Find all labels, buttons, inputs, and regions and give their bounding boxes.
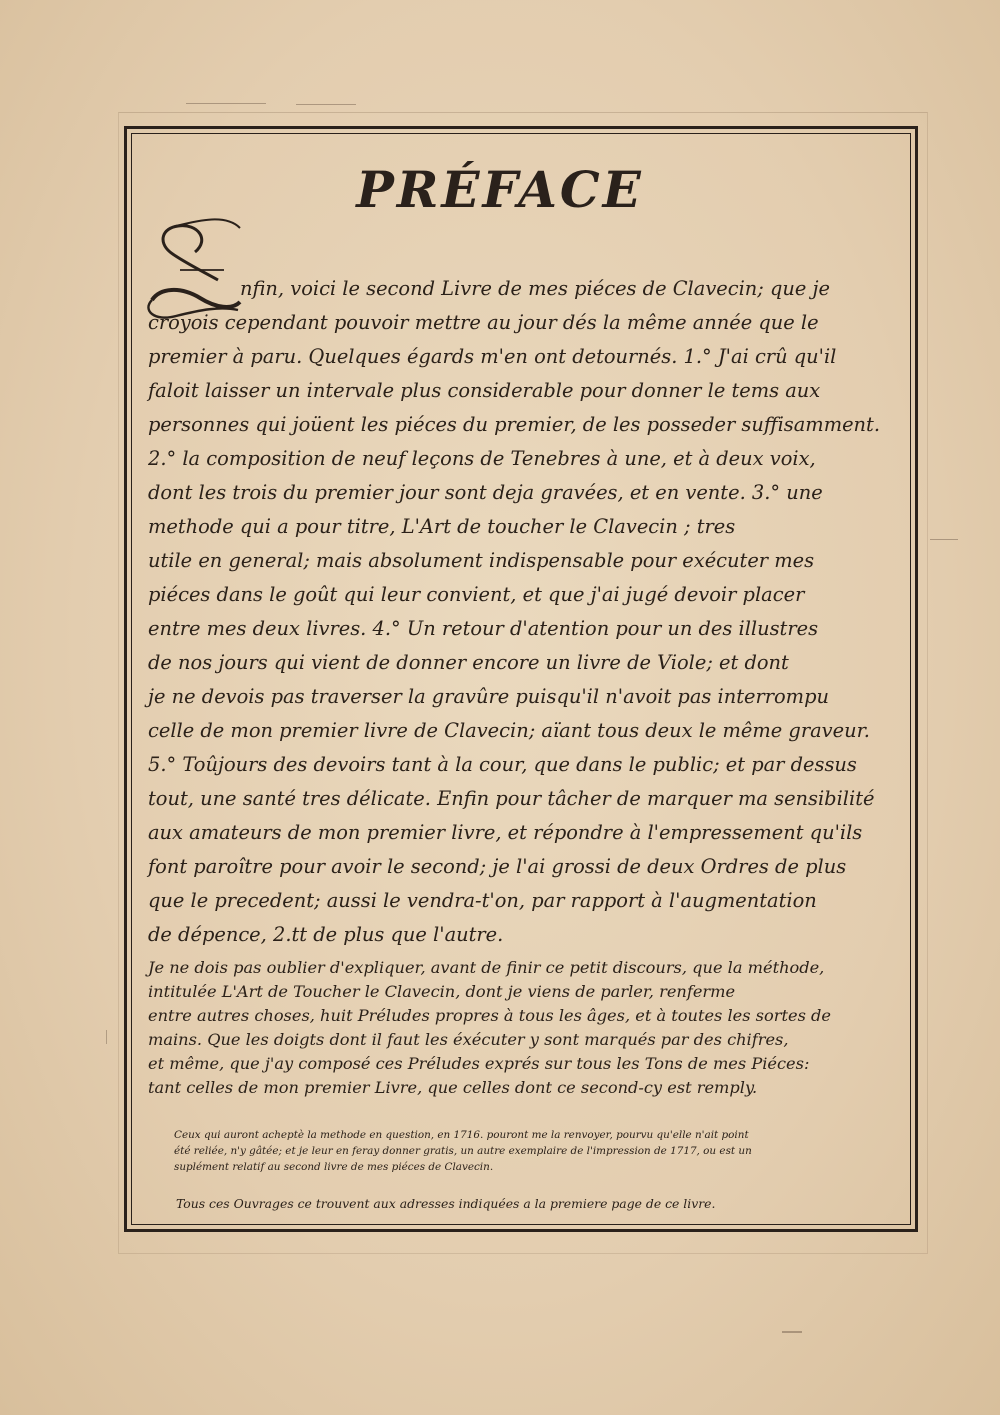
margin-mark — [186, 103, 266, 104]
text-line: entre mes deux livres. 4.° Un retour d'atention pour un des illustres — [148, 617, 819, 640]
text-line: font paroître pour avoir le second; je l'ai grossi de deux Ordres de plus — [148, 855, 847, 878]
footnote — [174, 1127, 894, 1175]
preface-second-paragraph — [148, 956, 908, 1100]
text-line: intitulée L'Art de Toucher le Clavecin, dont je viens de parler, renferme — [148, 982, 736, 1001]
text-line: que le precedent; aussi le vendra-t'on, par rapport à l'augmentation — [148, 889, 817, 912]
margin-mark — [106, 1030, 107, 1044]
text-line: dont les trois du premier jour sont deja gravées, et en vente. 3.° une — [148, 481, 823, 504]
margin-mark — [930, 539, 958, 540]
text-line: aux amateurs de mon premier livre, et répondre à l'empressement qu'ils — [148, 821, 863, 844]
text-line: Je ne dois pas oublier d'expliquer, avant de finir ce petit discours, que la méthode, — [148, 958, 825, 977]
text-line: tout, une santé tres délicate. Enfin pour tâcher de marquer ma sensibilité — [148, 787, 875, 810]
text-line: premier à paru. Quelques égards m'en ont detournés. 1.° J'ai crû qu'il — [148, 345, 837, 368]
margin-mark — [296, 104, 356, 105]
text-line: Ceux qui auront acheptè la methode en question, en 1716. pouront me la renvoyer, pourvu qu'elle n'ait point — [174, 1129, 749, 1141]
text-line: je ne devois pas traverser la gravûre puisqu'il n'avoit pas interrompu — [148, 685, 829, 708]
text-line: 5.° Toûjours des devoirs tant à la cour, que dans le public; et par dessus — [148, 753, 857, 776]
text-line: nfin, voici le second Livre de mes piéces de Clavecin; que je — [240, 277, 831, 300]
margin-mark — [782, 1331, 802, 1333]
text-line: personnes qui joüent les piéces du premier, de les posseder suffisamment. — [148, 413, 881, 436]
text-line: utile en general; mais absolument indispensable pour exécuter mes — [148, 549, 815, 572]
text-line: suplément relatif au second livre de mes piéces de Clavecin. — [174, 1161, 494, 1173]
text-line: été reliée, n'y gâtée; et je leur en feray donner gratis, un autre exemplaire de l'impression de 1717, ou est un — [174, 1145, 752, 1157]
page-title: PRÉFACE — [356, 160, 644, 219]
text-line: piéces dans le goût qui leur convient, et que j'ai jugé devoir placer — [148, 583, 805, 606]
text-line: et même, que j'ay composé ces Préludes exprés sur tous les Tons de mes Piéces: — [148, 1054, 810, 1073]
text-line: croyois cependant pouvoir mettre au jour dés la même année que le — [148, 311, 819, 334]
text-line: de nos jours qui vient de donner encore un livre de Viole; et dont — [148, 651, 789, 674]
text-line: faloit laisser un intervale plus considerable pour donner le tems aux — [148, 379, 821, 402]
footer-line: Tous ces Ouvrages ce trouvent aux adresses indiquées a la premiere page de ce livre. — [176, 1196, 716, 1211]
text-line: entre autres choses, huit Préludes propres à tous les âges, et à toutes les sortes de — [148, 1006, 831, 1025]
text-line: 2.° la composition de neuf leçons de Tenebres à une, et à deux voix, — [148, 447, 816, 470]
text-line: methode qui a pour titre, L'Art de toucher le Clavecin ; tres — [148, 515, 736, 538]
preface-main-paragraph — [148, 272, 908, 952]
text-line: mains. Que les doigts dont il faut les éxécuter y sont marqués par des chifres, — [148, 1030, 789, 1049]
text-line: celle de mon premier livre de Clavecin; aïant tous deux le même graveur. — [148, 719, 870, 742]
text-line: tant celles de mon premier Livre, que celles dont ce second-cy est remply. — [148, 1078, 758, 1097]
text-line: de dépence, 2.tt de plus que l'autre. — [148, 923, 504, 946]
